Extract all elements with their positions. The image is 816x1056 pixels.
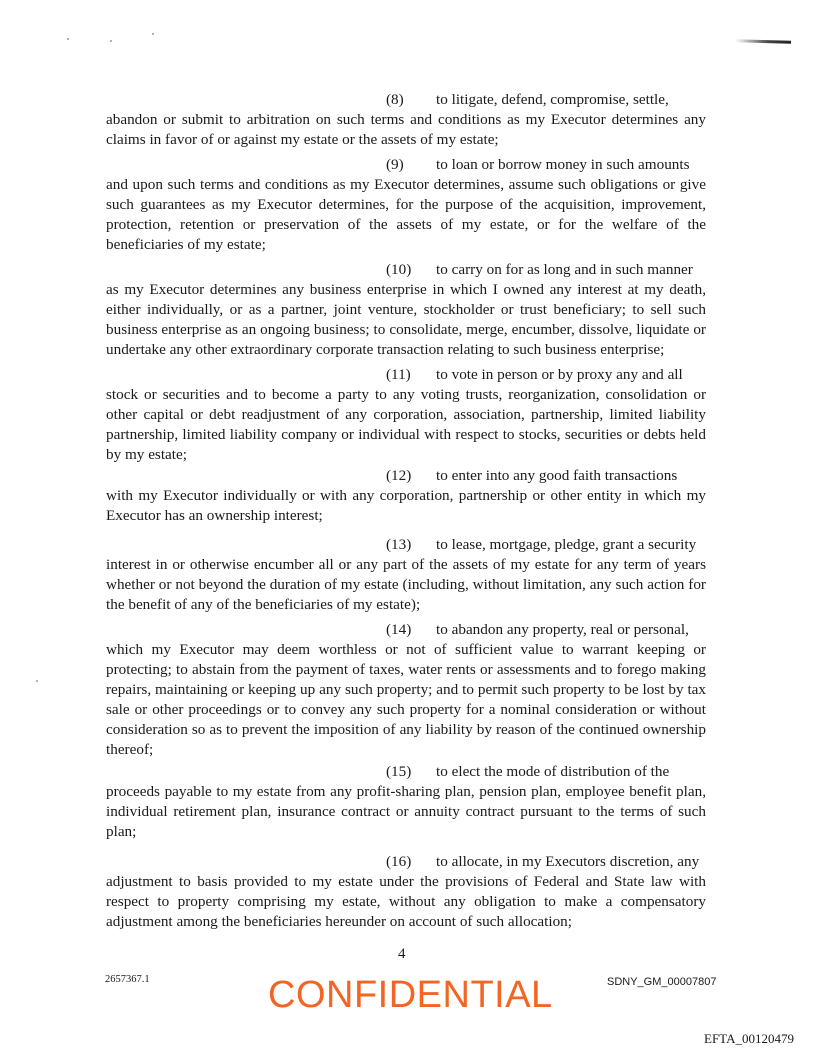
page-number: 4 <box>398 946 406 962</box>
clause-lead: to allocate, in my Executors discretion, any <box>436 853 700 870</box>
confidential-stamp: CONFIDENTIAL <box>268 974 553 1016</box>
clause-number: (11) <box>386 366 411 383</box>
clause-text: adjustment to basis provided to my estate under the provisions of Federal and State law with respect to property comprising my estate, without any obligation to make a compensatory adjustment among the beneficiaries hereunder on account of such allocation; <box>106 873 706 930</box>
clause-number: (10) <box>386 261 412 278</box>
clause-number: (8) <box>386 91 404 108</box>
clause-8 <box>106 90 706 150</box>
clause-number: (9) <box>386 156 404 173</box>
clause-9 <box>106 155 706 255</box>
clause-text: proceeds payable to my estate from any profit-sharing plan, pension plan, employee benefit plan, individual retirement plan, insurance contract or annuity contract pursuant to the terms of such plan; <box>106 783 706 840</box>
clause-text: stock or securities and to become a party to any voting trusts, reorganization, consolidation or other capital or debt readjustment of any corporation, association, partnership, limited liability partnership, limited liability company or individual with respect to stocks, securities or debts held by my estate; <box>106 386 706 463</box>
clause-16 <box>106 852 706 932</box>
clause-lead: to vote in person or by proxy any and all <box>436 366 683 383</box>
clause-lead: to loan or borrow money in such amounts <box>436 156 690 173</box>
clause-lead: to elect the mode of distribution of the <box>436 763 670 780</box>
efta-number: EFTA_00120479 <box>704 1031 794 1046</box>
clause-15 <box>106 762 706 842</box>
clause-11 <box>106 365 706 465</box>
clause-number: (15) <box>386 763 412 780</box>
clause-text: which my Executor may deem worthless or not of sufficient value to warrant keeping or protecting; to abstain from the payment of taxes, water rents or assessments and to forego making repairs, maintaining or keeping up any such property; and to permit such property to be lost by tax sale or other proceedings or to convey any such property for a nominal consideration or without consideration so as to prevent the imposition of any liability by reason of the continued ownership thereof; <box>106 641 706 758</box>
bates-number: SDNY_GM_00007807 <box>607 976 717 988</box>
clause-13 <box>106 535 706 615</box>
clause-text: and upon such terms and conditions as my Executor determines, assume such obligations or give such guarantees as my Executor determines, for the purpose of the acquisition, improvement, protection, retention or preservation of the assets of my estate, or for the welfare of the beneficiaries of my estate; <box>106 176 706 253</box>
clause-text: with my Executor individually or with any corporation, partnership or other entity in which my Executor has an ownership interest; <box>106 487 706 524</box>
scan-artifact-dot <box>67 38 69 40</box>
clause-12 <box>106 466 706 526</box>
clause-lead: to lease, mortgage, pledge, grant a security <box>436 536 697 553</box>
scan-artifact-dot <box>36 680 38 682</box>
scan-artifact-dot <box>110 40 112 42</box>
clause-number: (12) <box>386 467 412 484</box>
clause-text: interest in or otherwise encumber all or any part of the assets of my estate for any term of years whether or not beyond the duration of my estate (including, without limitation, any such action for the benefit of any of the beneficiaries of my estate); <box>106 556 706 613</box>
clause-text: abandon or submit to arbitration on such terms and conditions as my Executor determines any claims in favor of or against my estate or the assets of my estate; <box>106 111 706 148</box>
clause-lead: to carry on for as long and in such manner <box>436 261 693 278</box>
clause-number: (16) <box>386 853 412 870</box>
clause-lead: to litigate, defend, compromise, settle, <box>436 91 669 108</box>
clause-lead: to enter into any good faith transactions <box>436 467 678 484</box>
clause-lead: to abandon any property, real or personal, <box>436 621 689 638</box>
scan-artifact-dot <box>152 33 154 35</box>
clause-text: as my Executor determines any business enterprise in which I owned any interest at my death, either individually, or as a partner, joint venture, stockholder or trust beneficiary; to sell such business enterprise as an ongoing business; to consolidate, merge, encumber, dissolve, liquidate or undertake any other extraordinary corporate transaction relating to such business enterprise; <box>106 281 706 358</box>
clause-number: (14) <box>386 621 412 638</box>
document-id: 2657367.1 <box>105 974 150 985</box>
clause-10 <box>106 260 706 360</box>
clause-number: (13) <box>386 536 412 553</box>
scan-artifact-mark <box>735 39 791 43</box>
clause-14 <box>106 620 706 760</box>
